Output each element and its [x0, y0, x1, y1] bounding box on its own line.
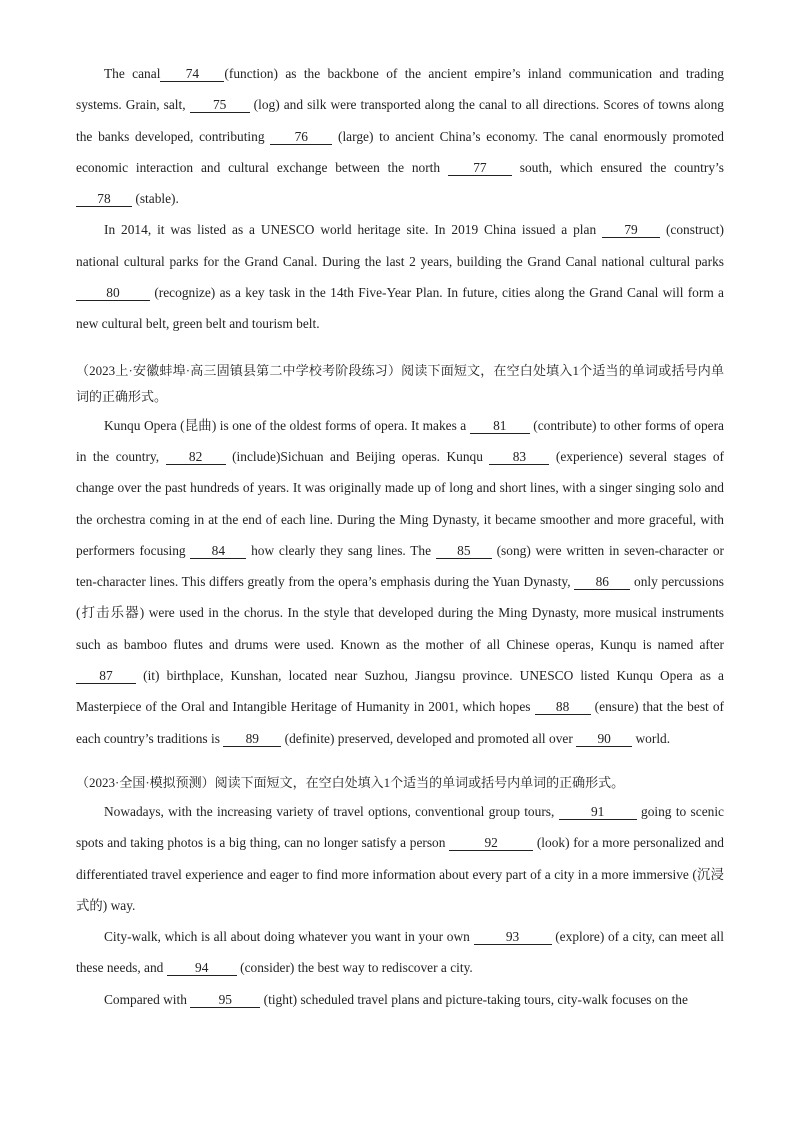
answer-blank-88[interactable]: 88 [535, 700, 591, 715]
answer-blank-95[interactable]: 95 [190, 993, 260, 1008]
spacer [76, 340, 724, 358]
text-segment: (definite) preserved, developed and promoted all over [284, 730, 573, 746]
answer-blank-75[interactable]: 75 [190, 98, 250, 113]
answer-blank-80[interactable]: 80 [76, 286, 150, 301]
text-segment: (it) birthplace, Kunshan, located near Suzhou, Jiangsu province. UNESCO listed Kunqu Opera as a Masterpiece of the Oral and Intangible Heritage of Humanity in 2001, which hopes [76, 668, 724, 715]
passage-c-heading: （2023·全国·模拟预测）阅读下面短文，在空白处填入1个适当的单词或括号内单词的正确形式。 [76, 774, 625, 790]
text-segment: (song) were written in seven-character or ten-character lines. This differs greatly from the opera’s emphasis during the Yuan Dynasty, [76, 542, 724, 590]
text-segment: (contribute) to other forms of opera in the country, [76, 417, 724, 464]
text-segment: (ensure) that the best of each country’s traditions is [76, 699, 724, 746]
answer-blank-90[interactable]: 90 [576, 732, 632, 747]
answer-blank-93[interactable]: 93 [474, 930, 552, 945]
answer-blank-78[interactable]: 78 [76, 192, 132, 207]
text-segment: south, which ensured the country’s [519, 159, 724, 175]
text-segment: (recognize) as a key task in the 14th Five-Year Plan. In future, cities along the Grand Canal will form a new cultural belt, green belt and tourism belt. [76, 285, 724, 332]
answer-blank-89[interactable]: 89 [223, 732, 281, 747]
text-segment: The canal [104, 66, 161, 81]
passage-a-paragraph-2 [76, 214, 724, 339]
answer-blank-79[interactable]: 79 [602, 223, 660, 238]
passage-c-paragraph-2 [76, 921, 724, 984]
text-segment: (consider) the best way to rediscover a city. [240, 960, 473, 976]
answer-blank-91[interactable]: 91 [559, 805, 637, 820]
spacer [76, 754, 724, 770]
answer-blank-92[interactable]: 92 [449, 836, 533, 851]
answer-blank-86[interactable]: 86 [574, 575, 630, 590]
answer-blank-87[interactable]: 87 [76, 669, 136, 684]
text-segment: world. [635, 730, 671, 746]
answer-blank-81[interactable]: 81 [470, 419, 530, 434]
passage-c-paragraph-1 [76, 796, 724, 921]
text-segment: (large) to ancient China’s economy. The canal enormously promoted economic interaction and cultural exchange between the north [76, 128, 724, 175]
text-segment: (explore) of a city, can meet all these needs, and [76, 929, 724, 976]
answer-blank-76[interactable]: 76 [270, 130, 332, 145]
text-segment: City-walk, which is all about doing whatever you want in your own [104, 929, 470, 945]
passage-a-paragraph-1 [76, 58, 724, 214]
answer-blank-83[interactable]: 83 [489, 450, 549, 465]
answer-blank-84[interactable]: 84 [190, 544, 246, 559]
text-segment: (function) as the backbone of the ancient empire’s inland communication and trading systems. Grain, salt, [76, 66, 724, 113]
text-segment: (log) and silk were transported along the canal to all directions. Scores of towns along the banks developed, contributing [76, 97, 724, 144]
text-segment: (tight) scheduled travel plans and picture-taking tours, city-walk focuses on the [263, 991, 688, 1007]
answer-blank-94[interactable]: 94 [167, 961, 237, 976]
text-segment: In 2014, it was listed as a UNESCO world heritage site. In 2019 China issued a plan [104, 222, 597, 238]
text-segment: (construct) national cultural parks for the Grand Canal. During the last 2 years, building the Grand Canal national cultural parks [76, 222, 724, 269]
text-segment: how clearly they sang lines. The [251, 542, 432, 558]
text-segment: Compared with [104, 991, 187, 1007]
answer-blank-85[interactable]: 85 [436, 544, 492, 559]
passage-c-paragraph-3 [76, 984, 724, 1015]
answer-blank-77[interactable]: 77 [448, 161, 512, 176]
text-segment: (stable). [135, 191, 179, 207]
text-segment: (look) for a more personalized and differentiated travel experience and eager to find more information about every part of a city in a more immersive (沉浸式的) way. [76, 835, 724, 913]
text-segment: Nowadays, with the increasing variety of travel options, conventional group tours, [104, 803, 555, 819]
text-segment: (include)Sichuan and Beijing operas. Kunqu [232, 448, 483, 464]
text-segment: going to scenic spots and taking photos is a big thing, can no longer satisfy a person [76, 803, 725, 851]
passage-b-paragraph-1 [76, 410, 724, 754]
text-segment: only percussions (打击乐器) were used in the chorus. In the style that developed during the Ming Dynasty, more musical instruments such as bamboo flutes and drums were used. Known as the mother of all Chinese operas, Kunqu is named after [76, 574, 724, 652]
answer-blank-74[interactable]: 74 [160, 67, 224, 82]
answer-blank-82[interactable]: 82 [166, 450, 226, 465]
text-segment: (experience) several stages of change over the past hundreds of years. It was originally made up of long and short lines, with a singer singing solo and the orchestra coming in at the end of each line. During the Ming Dynasty, it became smoother and more graceful, with performers focusing [76, 448, 725, 558]
passage-b-heading: （2023上·安徽蚌埠·高三固镇县第二中学校考阶段练习）阅读下面短文，在空白处填入1个适当的单词或括号内单词的正确形式。 [76, 362, 724, 404]
text-segment: Kunqu Opera (昆曲) is one of the oldest forms of opera. It makes a [104, 417, 467, 433]
document-page [76, 58, 724, 1015]
